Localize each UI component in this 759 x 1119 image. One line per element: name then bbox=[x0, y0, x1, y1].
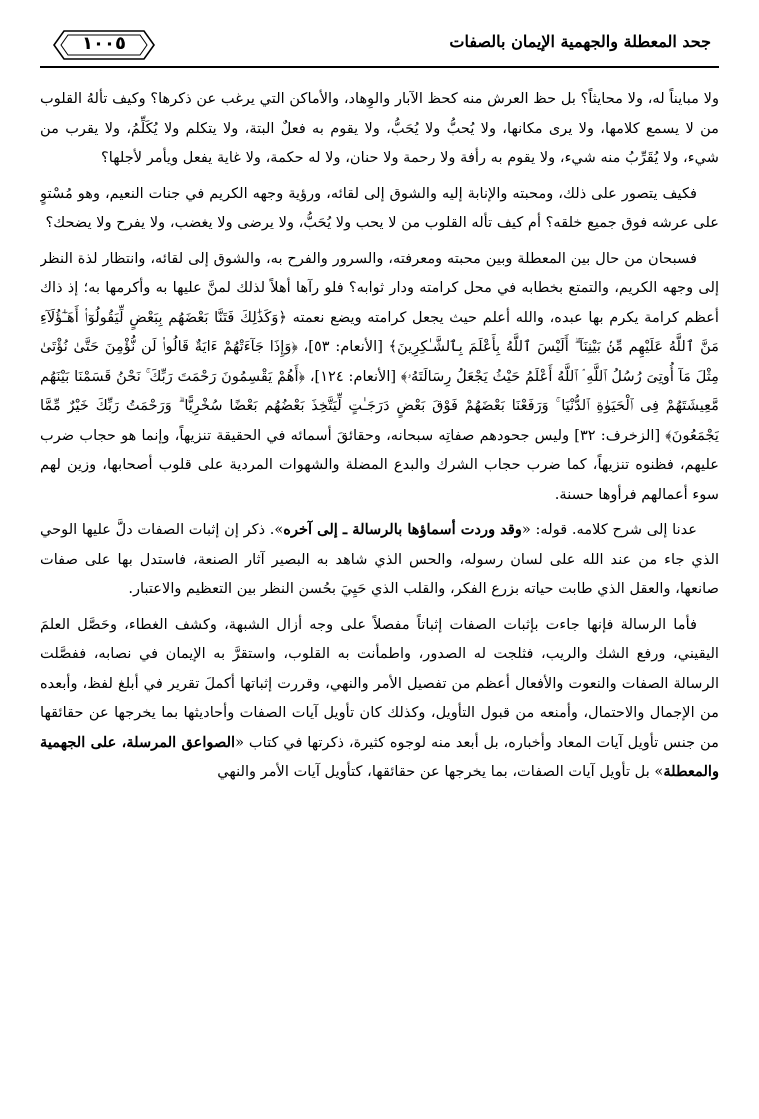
paragraph-text-with-quran: فسبحان من حال بين المعطلة وبين محبته ومعرفته، والسرور والفرح به، والشوق إلى لقائه، وانتظار لذة النظر إلى وجهه الكريم، والتمتع بخطابه في محل كرامته ودار ثوابه؟ فلو رآها أهلاً لذلك لمنَّ عليها به وأكرمها به؛ إذ ذاك أعظم كرامة يكرم بها عبده، والله أعلم حيث يجعل كرامته ويضع نعمته ﴿وَكَذَٰلِكَ فَتَنَّا بَعْضَهُم بِبَعْضٍ لِّيَقُولُوٓا۟ أَهَـٰٓؤُلَآءِ مَنَّ ٱللَّهُ عَلَيْهِم مِّنۢ بَيْنِنَآ ۗ أَلَيْسَ ٱللَّهُ بِأَعْلَمَ بِٱلشَّـٰكِرِينَ﴾ [الأنعام: ٥٣]، ﴿وَإِذَا جَآءَتْهُمْ ءَايَةٌ قَالُوا۟ لَن نُّؤْمِنَ حَتَّىٰ نُؤْتَىٰ مِثْلَ مَآ أُوتِىَ رُسُلُ ٱللَّهِ ۘ ٱللَّهُ أَعْلَمُ حَيْثُ يَجْعَلُ رِسَالَتَهُۥ﴾ [الأنعام: ١٢٤]، ﴿أَهُمْ يَقْسِمُونَ رَحْمَتَ رَبِّكَ ۚ نَحْنُ قَسَمْنَا بَيْنَهُم مَّعِيشَتَهُمْ فِى ٱلْحَيَوٰةِ ٱلدُّنْيَا ۚ وَرَفَعْنَا بَعْضَهُمْ فَوْقَ بَعْضٍ دَرَجَـٰتٍ لِّيَتَّخِذَ بَعْضُهُم بَعْضًا سُخْرِيًّا ۗ وَرَحْمَتُ رَبِّكَ خَيْرٌ مِّمَّا يَجْمَعُونَ﴾ [الزخرف: ٣٢] وليس جحودهم صفاتِه سبحانه، وحقائقَ أسمائه في الحقيقة تنزيهاً، وإنما هو حجاب ضرب عليهم، فظنوه تنزيهاً، كما ضرب حجاب الشرك والبدع المضلة والشهوات المردية على قلوب أصحابها، وزين لهم سوء أعمالهم فرأوها حسنة. bbox=[40, 249, 719, 503]
page-body bbox=[40, 84, 719, 1107]
paragraph-4 bbox=[40, 515, 719, 604]
paragraph-5 bbox=[40, 610, 719, 787]
book-title: الصواعق المرسلة، على الجهمية والمعطلة bbox=[40, 733, 719, 780]
running-title: جحد المعطلة والجهمية الإيمان بالصفات bbox=[449, 32, 711, 51]
quoted-phrase: وقد وردت أسماؤها بالرسالة ـ إلى آخره bbox=[283, 521, 522, 538]
paragraph-text: فأما الرسالة فإنها جاءت بإثبات الصفات إثباتاً مفصلاً على وجه أزال الشبهة، وكشف الغطاء، وحَصَّل العلمَ اليقيني، ورفع الشك والريب، فثلجت له الصدور، واطمأنت به القلوب، واستقرَّ به الإيمان في نصابه، ففصَّلت الرسالة الصفات والنعوت والأفعال أعظم من تفصيل الأمر والنهي، وقررت إثباتها أكملَ تقرير في أبلغ لفظ، وأبعده من الإجمال والاحتمال، وأمنعه من قبول التأويل، وكذلك كان تأويل آيات الصفات وأحاديثها بما يخرجها عن حقائقها من جنس تأويل آيات المعاد وأخباره، بل أبعد منه لوجوه كثيرة، ذكرتها في كتاب « bbox=[40, 615, 719, 751]
paragraph-text: ». ذكر إن إثبات الصفات دلَّ عليها الوحي الذي جاء من عند الله على لسان رسوله، والحس الذي شاهد به البصير آثار الصنعة، فاستدل بها على صفات صانعها، والعقل الذي طابت حياته بزرع الفكر، والقلب الذي حَيِيَ بحُسن النظر بين التعظيم والاعتبار. bbox=[40, 521, 719, 597]
page-number-frame bbox=[50, 28, 158, 62]
paragraph-1 bbox=[40, 84, 719, 173]
paragraph-2 bbox=[40, 179, 719, 238]
paragraph-text: فكيف يتصور على ذلك، ومحبته والإنابة إليه والشوق إلى لقائه، ورؤية وجهه الكريم في جنات النعيم، وهو مُسْتوٍ على عرشه فوق جميع خلقه؟ أم كيف تأله القلوب من لا يحب ولا يُحَبُّ، ولا يرضى ولا يغضب، ولا يفرح ولا يضحك؟ bbox=[40, 184, 719, 231]
paragraph-text: ولا مبايناً له، ولا محايثاً؟ بل حظ العرش منه كحظ الآبار والوِهاد، والأماكن التي يرغب عن ذكرها؟ وكيف تألهُ القلوب من لا يسمع كلامها، ولا يرى مكانها، ولا يُحبُّ ولا يُحَبُّ، ولا يقوم به فعلٌ البتة، ولا يتكلم ولا يُكَلِّمُ، ولا يقرب من شيء، ولا يُقَرِّبُ منه شيء، ولا يقوم به رأفة ولا رحمة ولا حنان، ولا له حكمة، ولا غاية يفعل ويأمر لأجلها؟ bbox=[40, 90, 719, 166]
header-divider bbox=[40, 66, 719, 68]
paragraph-tail: » بل تأويل آيات الصفات، بما يخرجها عن حقائقها، كتأويل آيات الأمر والنهي bbox=[217, 763, 664, 780]
page-header bbox=[40, 28, 719, 64]
page-number: ١٠٠٥ bbox=[82, 33, 126, 54]
paragraph-3 bbox=[40, 244, 719, 510]
paragraph-lead: عدنا إلى شرح كلامه. قوله: « bbox=[521, 521, 697, 538]
